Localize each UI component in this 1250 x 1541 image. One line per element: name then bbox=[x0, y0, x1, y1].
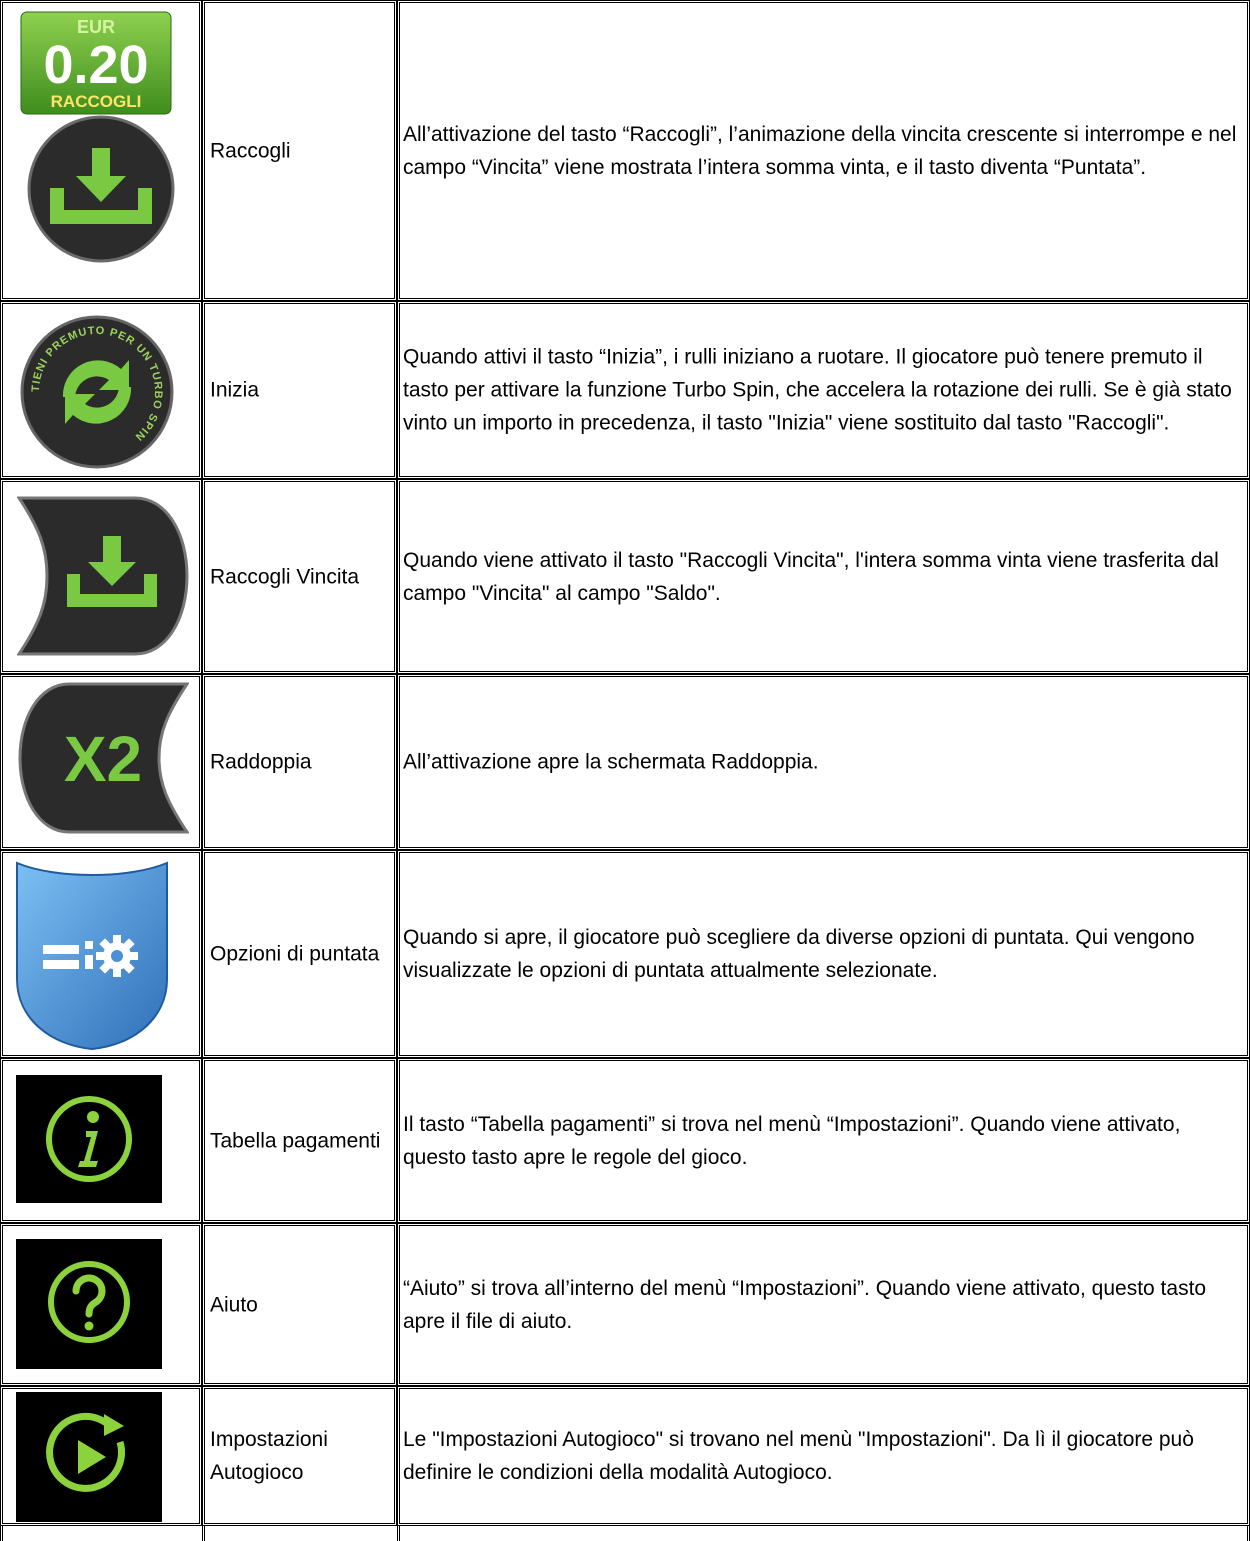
control-name: Tabella pagamenti bbox=[210, 1129, 381, 1152]
table-border-continuation bbox=[202, 1525, 205, 1541]
control-name: Raddoppia bbox=[210, 750, 312, 774]
icon-cell bbox=[0, 479, 202, 674]
table-row bbox=[0, 301, 1250, 479]
description-cell bbox=[397, 1223, 1250, 1386]
icon-cell bbox=[0, 1058, 202, 1223]
table-row bbox=[0, 1223, 1250, 1386]
control-name: Aiuto bbox=[210, 1293, 258, 1316]
name-cell bbox=[202, 674, 397, 850]
description-cell bbox=[397, 1058, 1250, 1223]
icon-cell bbox=[0, 1386, 202, 1526]
table-border-continuation bbox=[397, 1525, 400, 1541]
control-description: Quando si apre, il giocatore può scegliere da diverse opzioni di puntata. Qui vengono visualizzate le opzioni di puntata attualmente selezionate. bbox=[403, 926, 1195, 982]
control-description: All’attivazione apre la schermata Raddoppia. bbox=[403, 750, 819, 774]
table-row bbox=[0, 1386, 1250, 1526]
control-name: Inizia bbox=[210, 378, 260, 402]
control-name: Raccogli Vincita bbox=[210, 565, 360, 588]
svg-text:TIENI PREMUTO PER UN TURBO SPI: TIENI PREMUTO PER UN TURBO SPIN bbox=[29, 324, 165, 444]
description-cell bbox=[397, 674, 1250, 850]
description-cell bbox=[397, 850, 1250, 1058]
info-icon bbox=[16, 1075, 162, 1203]
name-cell bbox=[202, 850, 397, 1058]
table-row bbox=[0, 674, 1250, 850]
name-cell bbox=[202, 0, 397, 301]
svg-text:0.20: 0.20 bbox=[43, 35, 149, 95]
control-name: Raccogli bbox=[210, 139, 291, 162]
icon-cell bbox=[0, 850, 202, 1058]
description-cell bbox=[397, 479, 1250, 674]
autoplay-settings-icon bbox=[16, 1392, 162, 1522]
table-row bbox=[0, 479, 1250, 674]
control-description: All’attivazione del tasto “Raccogli”, l’animazione della vincita crescente si interrompe e nel campo “Vincita” viene mostrata l’intera somma vinta, e il tasto diventa “Puntata”. bbox=[403, 122, 1237, 179]
download-icon bbox=[26, 114, 176, 264]
name-cell bbox=[202, 1058, 397, 1223]
svg-text:X2: X2 bbox=[63, 723, 143, 795]
control-description: “Aiuto” si trova all’interno del menù “Impostazioni”. Quando viene attivato, questo tasto apre il file di aiuto. bbox=[403, 1276, 1207, 1333]
name-cell bbox=[202, 1386, 397, 1526]
table-row bbox=[0, 850, 1250, 1058]
help-question-icon bbox=[16, 1239, 162, 1369]
name-cell bbox=[202, 1223, 397, 1386]
control-name: Impostazioni Autogioco bbox=[210, 1428, 328, 1484]
table-border-continuation bbox=[0, 1525, 3, 1541]
control-description: Quando attivi il tasto “Inizia”, i rulli iniziano a ruotare. Il giocatore può tenere premuto il tasto per attivare la funzione Turbo Spin, che accelera la rotazione dei rulli. Se è già stato vinto un importo in precedenza, il tasto "Inizia" viene sostituito dal tasto "Raccogli". bbox=[403, 345, 1232, 435]
spin-arrows-icon bbox=[20, 315, 174, 469]
control-description: Le "Impostazioni Autogioco" si trovano nel menù "Impostazioni". Da lì il giocatore può definire le condizioni della modalità Autogioco. bbox=[403, 1428, 1194, 1484]
control-description: Il tasto “Tabella pagamenti” si trova nel menù “Impostazioni”. Quando viene attivato, questo tasto apre le regole del gioco. bbox=[403, 1112, 1181, 1169]
double-x2-icon bbox=[17, 681, 189, 835]
collect-win-download-icon bbox=[17, 494, 191, 658]
description-cell bbox=[397, 0, 1250, 301]
icon-cell bbox=[0, 1223, 202, 1386]
svg-text:EUR: EUR bbox=[76, 17, 116, 37]
table-row bbox=[0, 0, 1250, 301]
table-row bbox=[0, 1058, 1250, 1223]
control-description: Quando viene attivato il tasto "Raccogli Vincita", l'intera somma vinta viene trasferita dal campo "Vincita" al campo "Saldo". bbox=[403, 548, 1219, 605]
icon-cell bbox=[0, 0, 202, 301]
icon-cell bbox=[0, 674, 202, 850]
control-name: Opzioni di puntata bbox=[210, 942, 380, 966]
name-cell bbox=[202, 479, 397, 674]
raccogli-amount-badge-icon bbox=[20, 11, 172, 115]
svg-text:RACCOGLI: RACCOGLI bbox=[50, 92, 142, 111]
description-cell bbox=[397, 1386, 1250, 1526]
bet-options-gear-icon bbox=[15, 861, 169, 1051]
name-cell bbox=[202, 301, 397, 479]
description-cell bbox=[397, 301, 1250, 479]
icon-cell bbox=[0, 301, 202, 479]
